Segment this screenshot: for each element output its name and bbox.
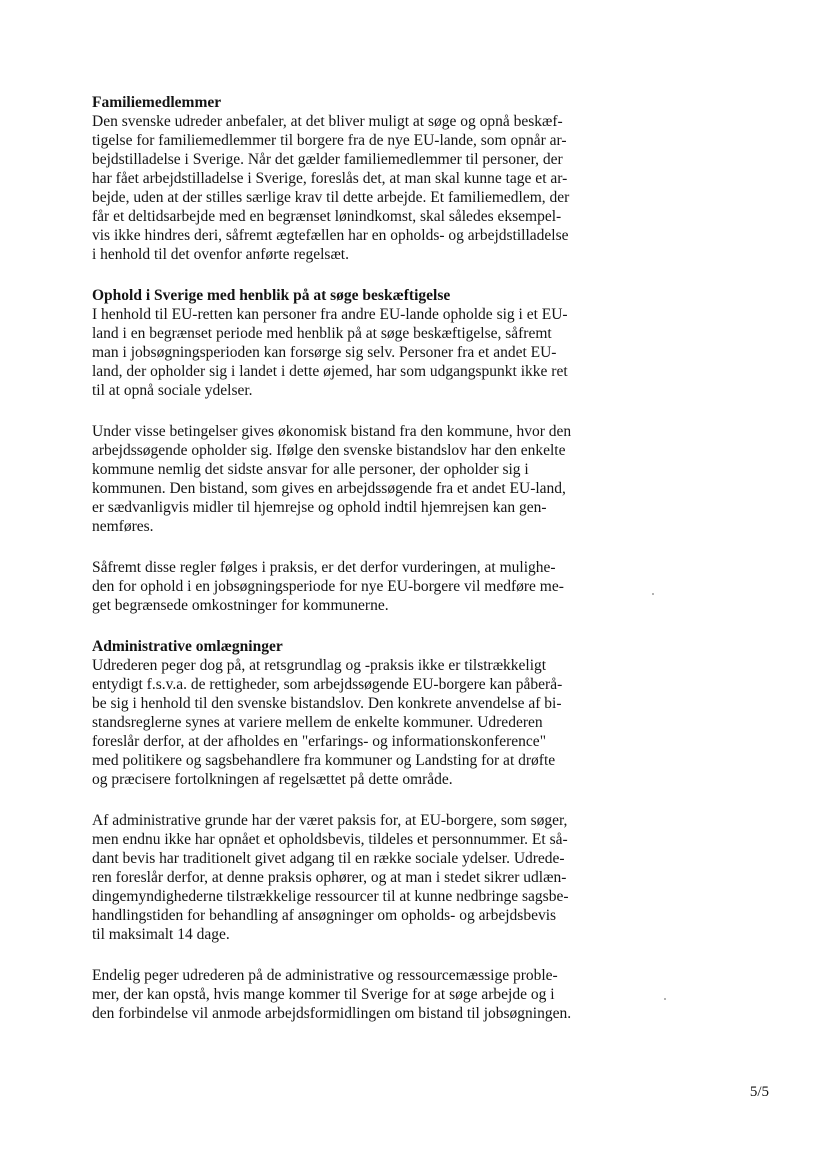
text-line: foreslår derfor, at der afholdes en "erfarings- og informationskonference" (92, 733, 547, 750)
text-line: tigelse for familiemedlemmer til borgere fra de nye EU-lande, som opnår ar- (92, 132, 567, 149)
text-line: Under visse betingelser gives økonomisk bistand fra den kommune, hvor den (92, 423, 572, 440)
text-line: ren foreslår derfor, at denne praksis ophører, og at man i stedet sikrer udlæn- (92, 869, 567, 886)
section (92, 286, 622, 400)
text-line: vis ikke hindres deri, såfremt ægtefællen har en opholds- og arbejdstilladelse (92, 227, 569, 244)
text-line: dant bevis har traditionelt givet adgang til en række sociale ydelser. Udrede- (92, 850, 565, 867)
page-number: 5/5 (749, 1084, 769, 1100)
section (92, 811, 622, 944)
section (92, 966, 622, 1023)
text-line: be sig i henhold til den svenske bistandslov. Den konkrete anvendelse af bi- (92, 695, 562, 712)
text-line: har fået arbejdstilladelse i Sverige, foreslås det, at man skal kunne tage et ar- (92, 170, 568, 187)
text-line: bejdstilladelse i Sverige. Når det gælder familiemedlemmer til personer, der (92, 151, 563, 168)
text-line: er sædvanligvis midler til hjemrejse og ophold indtil hjemrejsen kan gen- (92, 499, 547, 516)
text-line: får et deltidsarbejde med en begrænset lønindkomst, skal således eksempel- (92, 208, 562, 225)
text-line: mer, der kan opstå, hvis mange kommer til Sverige for at søge arbejde og i (92, 986, 555, 1003)
scan-speck (664, 998, 666, 1000)
section (92, 637, 622, 789)
section (92, 93, 622, 264)
text-line: Udrederen peger dog på, at retsgrundlag og -praksis ikke er tilstrækkeligt (92, 657, 547, 674)
section-heading: Familiemedlemmer (92, 94, 222, 111)
text-line: Endelig peger udrederen på de administrative og ressourcemæssige proble- (92, 967, 558, 984)
text-line: den for ophold i en jobsøgningsperiode for nye EU-borgere vil medføre me- (92, 578, 564, 595)
section (92, 558, 622, 615)
text-line: man i jobsøgningsperioden kan forsørge sig selv. Personer fra et andet EU- (92, 344, 557, 361)
text-line: standsreglerne synes at variere mellem de enkelte kommuner. Udrederen (92, 714, 543, 731)
document-body (92, 93, 622, 1045)
text-line: i henhold til det ovenfor anførte regelsæt. (92, 246, 349, 263)
section (92, 422, 622, 536)
section-heading: Ophold i Sverige med henblik på at søge beskæftigelse (92, 287, 451, 304)
text-line: land i en begrænset periode med henblik på at søge beskæftigelse, såfremt (92, 325, 552, 342)
text-line: kommune nemlig det sidste ansvar for alle personer, der opholder sig i (92, 461, 529, 478)
text-line: dingemyndighederne tilstrækkelige ressourcer til at kunne nedbringe sagsbe- (92, 888, 569, 905)
text-line: handlingstiden for behandling af ansøgninger om opholds- og arbejdsbevis (92, 907, 557, 924)
text-line: med politikere og sagsbehandlere fra kommuner og Landsting for at drøfte (92, 752, 556, 769)
text-line: I henhold til EU-retten kan personer fra andre EU-lande opholde sig i et EU- (92, 306, 568, 323)
text-line: get begrænsede omkostninger for kommunerne. (92, 597, 389, 614)
text-line: land, der opholder sig i landet i dette øjemed, har som udgangspunkt ikke ret (92, 363, 568, 380)
text-line: bejde, uden at der stilles særlige krav til dette arbejde. Et familiemedlem, der (92, 189, 570, 206)
text-line: Af administrative grunde har der været paksis for, at EU-borgere, som søger, (92, 812, 568, 829)
text-line: kommunen. Den bistand, som gives en arbejdssøgende fra et andet EU-land, (92, 480, 566, 497)
text-line: nemføres. (92, 518, 154, 535)
text-line: men endnu ikke har opnået et opholdsbevis, tildeles et personnummer. Et så- (92, 831, 568, 848)
text-line: Såfremt disse regler følges i praksis, er det derfor vurderingen, at mulighe- (92, 559, 556, 576)
text-line: entydigt f.s.v.a. de rettigheder, som arbejdssøgende EU-borgere kan påberå- (92, 676, 563, 693)
text-line: til at opnå sociale ydelser. (92, 382, 253, 399)
text-line: arbejdssøgende opholder sig. Ifølge den svenske bistandslov har den enkelte (92, 442, 566, 459)
text-line: den forbindelse vil anmode arbejdsformidlingen om bistand til jobsøgningen. (92, 1005, 572, 1022)
text-line: Den svenske udreder anbefaler, at det bliver muligt at søge og opnå beskæf- (92, 113, 563, 130)
text-line: til maksimalt 14 dage. (92, 926, 230, 943)
section-heading: Administrative omlægninger (92, 638, 283, 655)
text-line: og præcisere fortolkningen af regelsættet på dette område. (92, 771, 453, 788)
scan-speck (652, 593, 654, 595)
